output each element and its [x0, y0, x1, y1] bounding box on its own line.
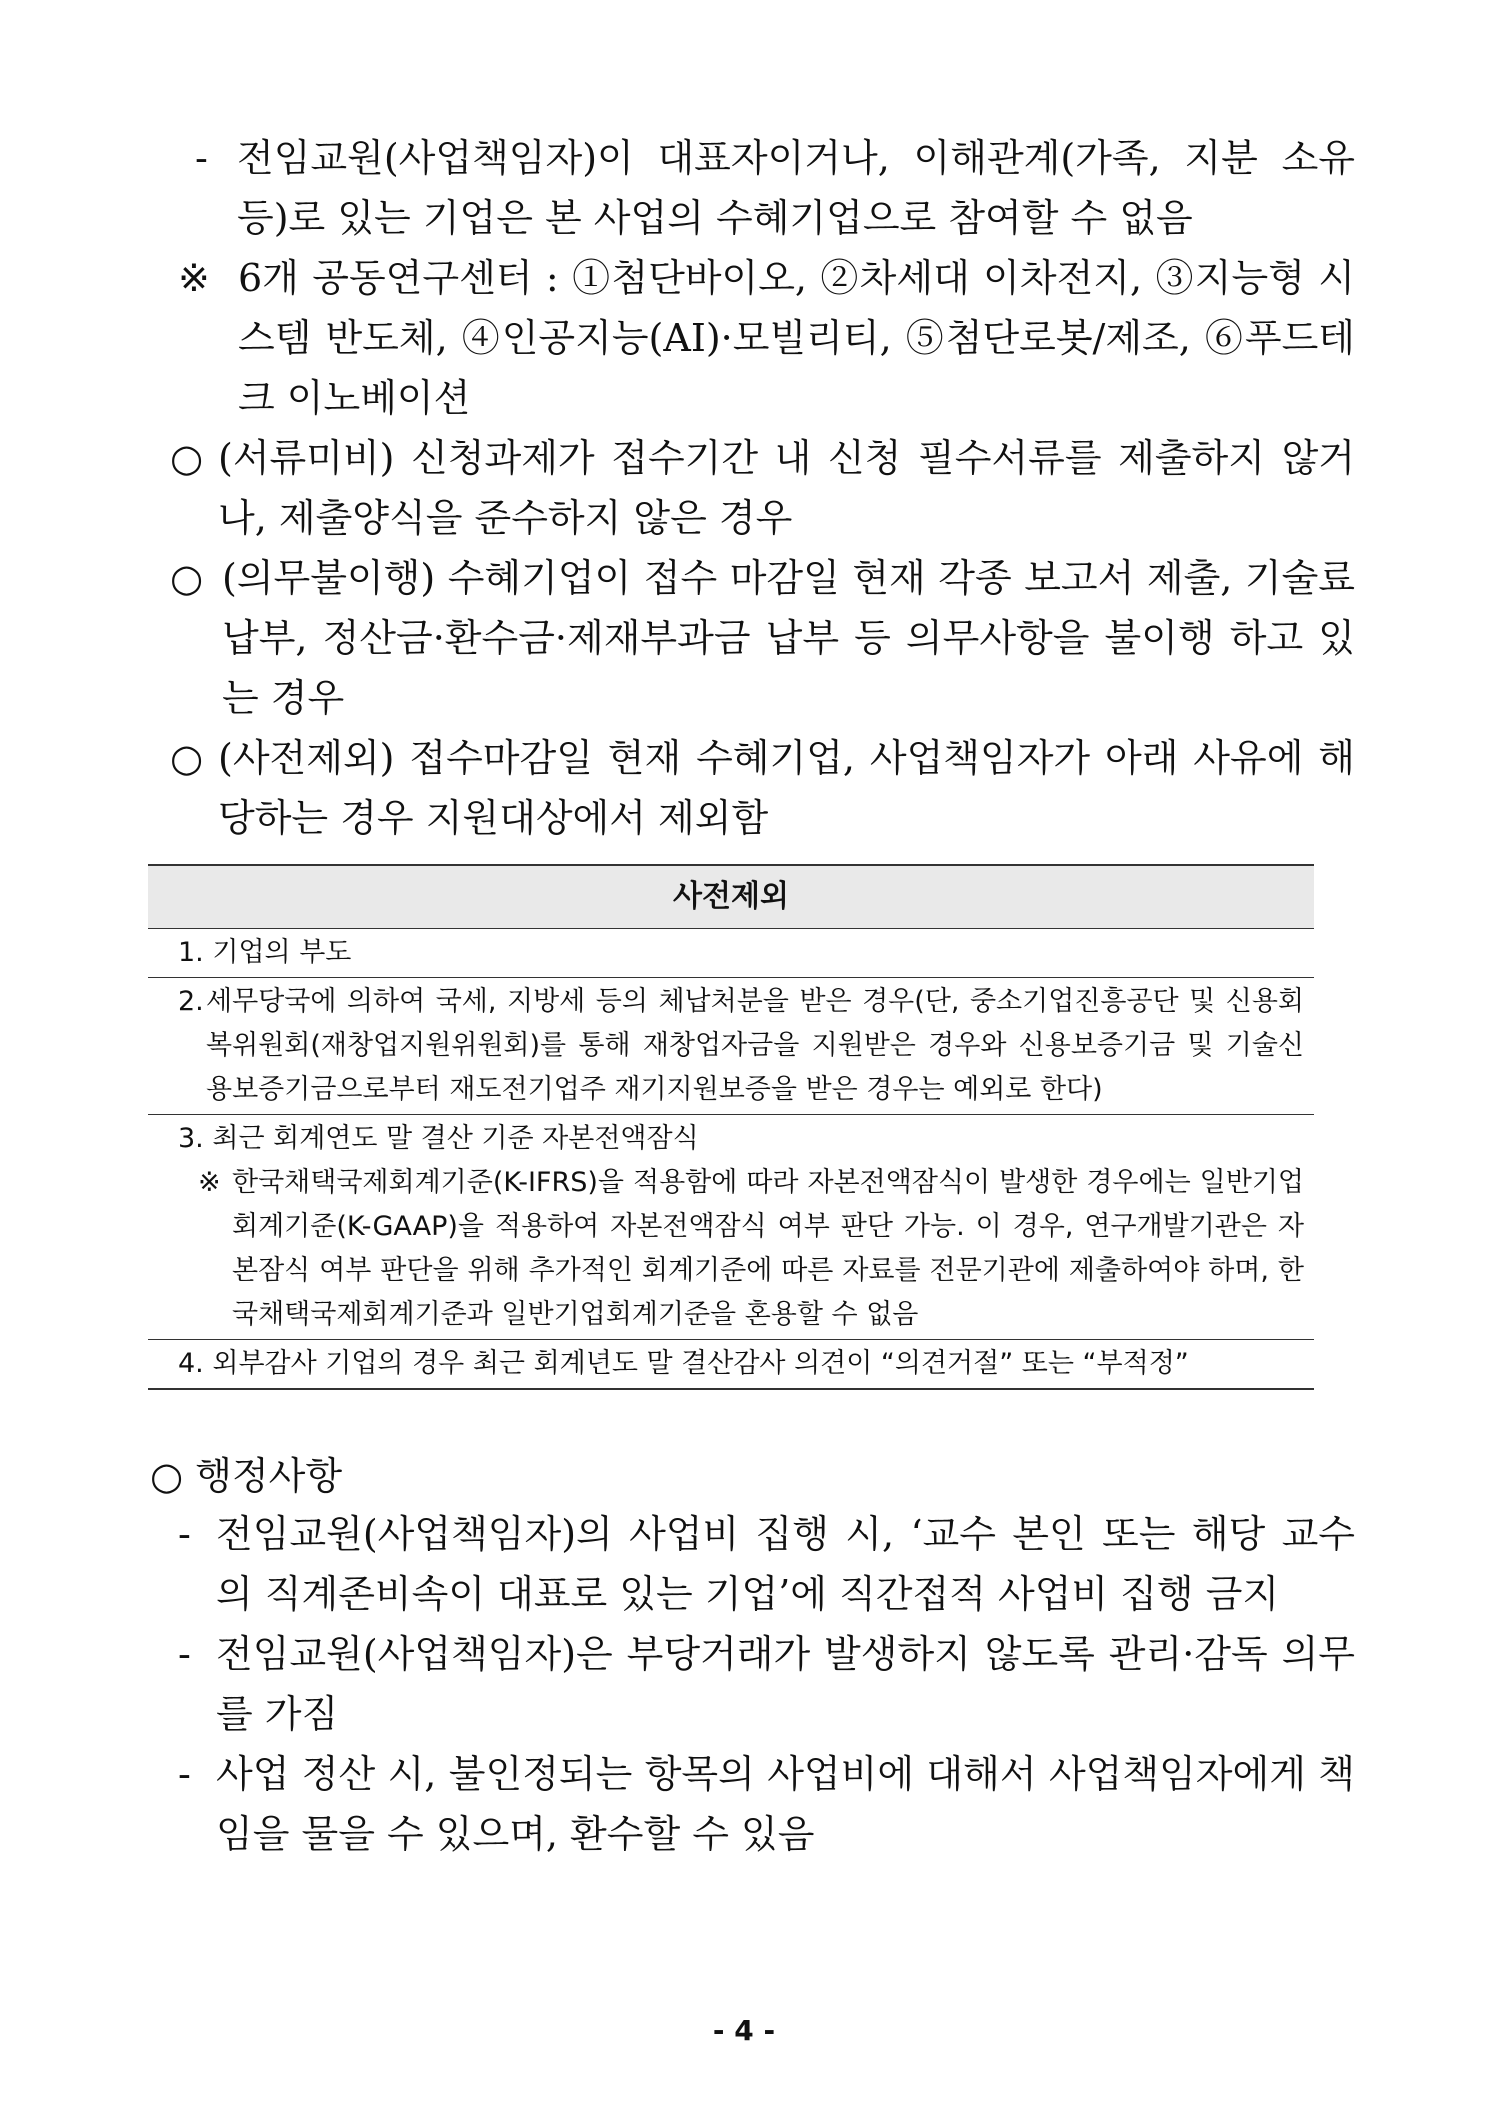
bullet-text: (서류미비) 신청과제가 접수기간 내 신청 필수서류를 제출하지 않거나, 제출양식을 준수하지 않은 경우: [218, 436, 1355, 540]
row-text: 기업의 부도: [212, 937, 352, 968]
row-note-text: 한국채택국제회계기준(K-IFRS)을 적용함에 따라 자본전액잠식이 발생한 경우에는 일반기업회계기준(K-GAAP)을 적용하여 자본전액잠식 여부 판단 가능. 이 경우, 연구개발기관은 자본잠식 여부 판단을 위해 추가적인 회계기준에 따른 자료를 전문기관에 제출하여야 하며, 한국채택국제회계기준과 일반기업회계기준을 혼용할 수 없음: [232, 1167, 1304, 1330]
row-text: 외부감사 기업의 경우 최근 회계년도 말 결산감사 의견이 “의견거절” 또는 “부적정”: [212, 1348, 1189, 1379]
bullet-prior-exclusion: [170, 728, 1355, 848]
note-research-centers: [178, 248, 1355, 428]
admin-item: [178, 1624, 1355, 1744]
dash-marker: -: [178, 1512, 191, 1556]
circle-bullet: ○: [170, 736, 204, 780]
admin-item-text: 전임교원(사업책임자)은 부당거래가 발생하지 않도록 관리·감독 의무를 가짐: [216, 1632, 1355, 1736]
row-number: 2.: [178, 986, 204, 1017]
table-header: 사전제외: [148, 864, 1314, 929]
table-row: [148, 1340, 1314, 1390]
row-text: 최근 회계연도 말 결산 기준 자본전액잠식: [212, 1123, 699, 1154]
admin-heading: [150, 1446, 342, 1506]
bullet-obligation-default: [170, 548, 1355, 728]
circle-bullet: ○: [170, 556, 204, 600]
admin-item-text: 사업 정산 시, 불인정되는 항목의 사업비에 대해서 사업책임자에게 책임을 물을 수 있으며, 환수할 수 있음: [216, 1752, 1355, 1856]
page-number: - 4 -: [712, 2014, 776, 2047]
dash-marker: -: [178, 1632, 191, 1676]
note-text: 6개 공동연구센터 : ①첨단바이오, ②차세대 이차전지, ③지능형 시스템 반도체, ④인공지능(AI)·모빌리티, ⑤첨단로봇/제조, ⑥푸드테크 이노베이션: [238, 256, 1355, 420]
dash-item-text: 전임교원(사업책임자)이 대표자이거나, 이해관계(가족, 지분 소유 등)로 있는 기업은 본 사업의 수혜기업으로 참여할 수 없음: [237, 136, 1355, 240]
reference-mark: ※: [198, 1167, 221, 1198]
circle-bullet: ○: [170, 436, 204, 480]
dash-marker: -: [178, 1752, 191, 1796]
exclusion-table: [148, 864, 1314, 1390]
row-note: [168, 1161, 1304, 1337]
bullet-text: (의무불이행) 수혜기업이 접수 마감일 현재 각종 보고서 제출, 기술료 납부, 정산금·환수금·제재부과금 납부 등 의무사항을 불이행 하고 있는 경우: [222, 556, 1355, 720]
dash-marker: -: [195, 136, 208, 180]
reference-mark: ※: [178, 256, 210, 300]
heading-text: 행정사항: [195, 1454, 343, 1498]
admin-item: [178, 1744, 1355, 1864]
table-row: [148, 1115, 1314, 1340]
dash-item-conflict: [195, 128, 1355, 248]
row-number: 1.: [178, 937, 204, 968]
admin-item: [178, 1504, 1355, 1624]
circle-bullet: ○: [150, 1454, 184, 1498]
table-row: [148, 929, 1314, 978]
row-number: 4.: [178, 1348, 204, 1379]
table-row: [148, 978, 1314, 1115]
row-text: 세무당국에 의하여 국세, 지방세 등의 체납처분을 받은 경우(단, 중소기업진흥공단 및 신용회복위원회(재창업지원위원회)를 통해 재창업자금을 지원받은 경우와 신용보증기금 및 기술신용보증기금으로부터 재도전기업주 재기지원보증을 받은 경우는 예외로 한다): [206, 986, 1304, 1105]
admin-item-text: 전임교원(사업책임자)의 사업비 집행 시, ‘교수 본인 또는 해당 교수의 직계존비속이 대표로 있는 기업’에 직간접적 사업비 집행 금지: [216, 1512, 1355, 1616]
bullet-missing-documents: [170, 428, 1355, 548]
bullet-text: (사전제외) 접수마감일 현재 수혜기업, 사업책임자가 아래 사유에 해당하는 경우 지원대상에서 제외함: [218, 736, 1355, 840]
row-number: 3.: [178, 1123, 204, 1154]
